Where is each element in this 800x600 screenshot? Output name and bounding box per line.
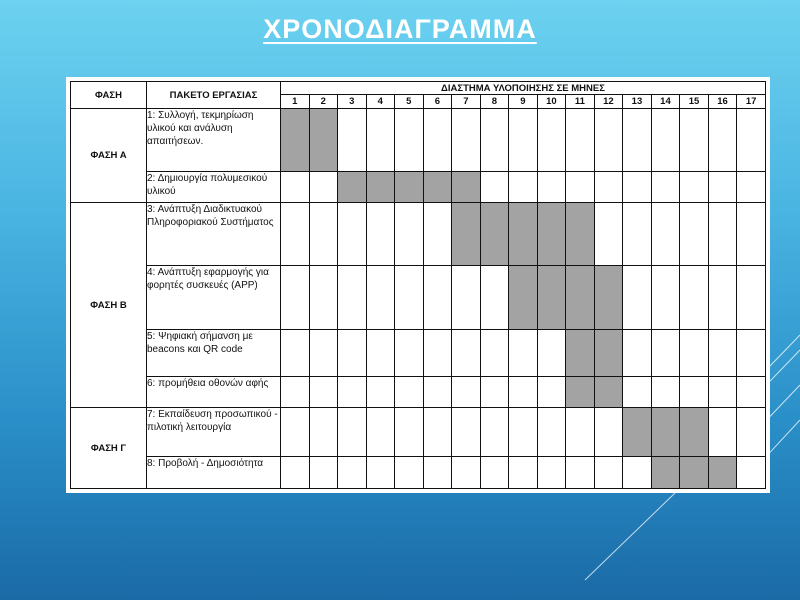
gantt-empty-cell xyxy=(452,408,481,457)
gantt-bar-cell xyxy=(594,376,623,408)
table-row xyxy=(71,408,766,457)
gantt-empty-cell xyxy=(281,376,310,408)
gantt-empty-cell xyxy=(309,172,338,203)
gantt-empty-cell xyxy=(480,172,509,203)
gantt-empty-cell xyxy=(452,376,481,408)
month-9: 9 xyxy=(509,95,538,109)
gantt-empty-cell xyxy=(537,172,566,203)
gantt-empty-cell xyxy=(651,329,680,376)
gantt-empty-cell xyxy=(338,109,367,172)
gantt-empty-cell xyxy=(395,329,424,376)
gantt-empty-cell xyxy=(423,329,452,376)
gantt-empty-cell xyxy=(566,457,595,489)
gantt-empty-cell xyxy=(395,109,424,172)
gantt-empty-cell xyxy=(509,109,538,172)
gantt-empty-cell xyxy=(594,172,623,203)
gantt-empty-cell xyxy=(509,376,538,408)
gantt-empty-cell xyxy=(680,172,709,203)
month-3: 3 xyxy=(338,95,367,109)
gantt-bar-cell xyxy=(566,266,595,329)
gantt-empty-cell xyxy=(509,408,538,457)
month-14: 14 xyxy=(651,95,680,109)
gantt-empty-cell xyxy=(423,457,452,489)
gantt-empty-cell xyxy=(566,109,595,172)
month-13: 13 xyxy=(623,95,652,109)
gantt-empty-cell xyxy=(594,109,623,172)
gantt-empty-cell xyxy=(623,202,652,265)
month-2: 2 xyxy=(309,95,338,109)
slide-title: ΧΡΟΝΟΔΙΑΓΡΑΜΜΑ xyxy=(263,14,537,44)
gantt-empty-cell xyxy=(423,202,452,265)
gantt-bar-cell xyxy=(395,172,424,203)
work-package-label: 1: Συλλογή, τεκμηρίωση υλικού και ανάλυση απαιτήσεων. xyxy=(147,109,281,172)
gantt-bar-cell xyxy=(566,202,595,265)
gantt-empty-cell xyxy=(537,408,566,457)
table-row xyxy=(71,172,766,203)
gantt-empty-cell xyxy=(708,266,737,329)
gantt-empty-cell xyxy=(480,376,509,408)
work-package-label: 7: Εκπαίδευση προσωπικού - πιλοτική λειτουργία xyxy=(147,408,281,457)
gantt-empty-cell xyxy=(395,457,424,489)
gantt-empty-cell xyxy=(537,457,566,489)
work-package-label: 6: προμήθεια οθονών αφής xyxy=(147,376,281,408)
table-row xyxy=(71,329,766,376)
gantt-bar-cell xyxy=(623,408,652,457)
gantt-empty-cell xyxy=(480,109,509,172)
work-package-label: 8: Προβολή - Δημοσιότητα xyxy=(147,457,281,489)
header-package: ΠΑΚΕΤΟ ΕΡΓΑΣΙΑΣ xyxy=(147,82,281,109)
table-row xyxy=(71,202,766,265)
gantt-empty-cell xyxy=(708,408,737,457)
gantt-empty-cell xyxy=(623,376,652,408)
gantt-empty-cell xyxy=(708,329,737,376)
gantt-empty-cell xyxy=(737,376,766,408)
month-8: 8 xyxy=(480,95,509,109)
gantt-empty-cell xyxy=(423,266,452,329)
gantt-bar-cell xyxy=(452,172,481,203)
gantt-empty-cell xyxy=(281,202,310,265)
gantt-empty-cell xyxy=(737,457,766,489)
gantt-empty-cell xyxy=(651,376,680,408)
gantt-table xyxy=(70,81,766,489)
gantt-empty-cell xyxy=(680,376,709,408)
gantt-empty-cell xyxy=(594,408,623,457)
gantt-bar-cell xyxy=(452,202,481,265)
header-phase: ΦΑΣΗ xyxy=(71,82,147,109)
month-10: 10 xyxy=(537,95,566,109)
gantt-empty-cell xyxy=(281,266,310,329)
gantt-panel xyxy=(66,77,770,493)
gantt-empty-cell xyxy=(480,408,509,457)
month-7: 7 xyxy=(452,95,481,109)
month-1: 1 xyxy=(281,95,310,109)
gantt-empty-cell xyxy=(594,202,623,265)
gantt-empty-cell xyxy=(452,109,481,172)
gantt-bar-cell xyxy=(566,376,595,408)
month-6: 6 xyxy=(423,95,452,109)
gantt-empty-cell xyxy=(680,202,709,265)
gantt-bar-cell xyxy=(509,202,538,265)
gantt-empty-cell xyxy=(623,109,652,172)
gantt-empty-cell xyxy=(480,329,509,376)
gantt-empty-cell xyxy=(281,457,310,489)
gantt-empty-cell xyxy=(737,266,766,329)
gantt-empty-cell xyxy=(708,376,737,408)
gantt-empty-cell xyxy=(623,329,652,376)
work-package-label: 2: Δημιουργία πολυμεσικού υλικού xyxy=(147,172,281,203)
gantt-empty-cell xyxy=(395,266,424,329)
gantt-empty-cell xyxy=(737,329,766,376)
gantt-empty-cell xyxy=(309,266,338,329)
gantt-bar-cell xyxy=(680,408,709,457)
gantt-bar-cell xyxy=(651,457,680,489)
gantt-empty-cell xyxy=(737,109,766,172)
gantt-empty-cell xyxy=(708,202,737,265)
gantt-empty-cell xyxy=(651,172,680,203)
header-span: ΔΙΑΣΤΗΜΑ ΥΛΟΠΟΙΗΣΗΣ ΣΕ ΜΗΝΕΣ xyxy=(281,82,766,95)
gantt-bar-cell xyxy=(651,408,680,457)
gantt-empty-cell xyxy=(480,266,509,329)
gantt-empty-cell xyxy=(651,202,680,265)
gantt-empty-cell xyxy=(395,202,424,265)
work-package-label: 5: Ψηφιακή σήμανση με beacons και QR code xyxy=(147,329,281,376)
table-row xyxy=(71,376,766,408)
gantt-empty-cell xyxy=(452,266,481,329)
gantt-bar-cell xyxy=(509,266,538,329)
gantt-empty-cell xyxy=(680,329,709,376)
gantt-empty-cell xyxy=(338,202,367,265)
gantt-empty-cell xyxy=(366,202,395,265)
gantt-empty-cell xyxy=(309,329,338,376)
gantt-empty-cell xyxy=(423,408,452,457)
gantt-empty-cell xyxy=(623,172,652,203)
month-4: 4 xyxy=(366,95,395,109)
phase-label: ΦΑΣΗ Β xyxy=(71,202,147,407)
gantt-empty-cell xyxy=(338,376,367,408)
gantt-empty-cell xyxy=(309,457,338,489)
gantt-bar-cell xyxy=(594,329,623,376)
gantt-empty-cell xyxy=(366,266,395,329)
gantt-empty-cell xyxy=(395,408,424,457)
gantt-empty-cell xyxy=(281,329,310,376)
gantt-bar-cell xyxy=(537,266,566,329)
gantt-empty-cell xyxy=(566,172,595,203)
gantt-bar-cell xyxy=(309,109,338,172)
table-row xyxy=(71,266,766,329)
gantt-empty-cell xyxy=(452,457,481,489)
gantt-empty-cell xyxy=(708,172,737,203)
gantt-bar-cell xyxy=(708,457,737,489)
gantt-empty-cell xyxy=(366,329,395,376)
month-11: 11 xyxy=(566,95,595,109)
gantt-empty-cell xyxy=(509,457,538,489)
gantt-empty-cell xyxy=(680,266,709,329)
gantt-empty-cell xyxy=(480,457,509,489)
gantt-empty-cell xyxy=(366,376,395,408)
work-package-label: 4: Ανάπτυξη εφαρμογής για φορητές συσκευές (APP) xyxy=(147,266,281,329)
gantt-empty-cell xyxy=(395,376,424,408)
gantt-body xyxy=(71,109,766,489)
gantt-empty-cell xyxy=(737,408,766,457)
gantt-bar-cell xyxy=(338,172,367,203)
gantt-empty-cell xyxy=(309,408,338,457)
gantt-empty-cell xyxy=(366,457,395,489)
gantt-empty-cell xyxy=(680,109,709,172)
gantt-empty-cell xyxy=(651,266,680,329)
gantt-empty-cell xyxy=(509,329,538,376)
gantt-empty-cell xyxy=(338,266,367,329)
gantt-bar-cell xyxy=(366,172,395,203)
gantt-bar-cell xyxy=(480,202,509,265)
gantt-empty-cell xyxy=(338,408,367,457)
gantt-empty-cell xyxy=(366,109,395,172)
gantt-empty-cell xyxy=(623,457,652,489)
gantt-empty-cell xyxy=(281,172,310,203)
gantt-bar-cell xyxy=(566,329,595,376)
gantt-bar-cell xyxy=(423,172,452,203)
gantt-empty-cell xyxy=(423,376,452,408)
gantt-bar-cell xyxy=(281,109,310,172)
work-package-label: 3: Ανάπτυξη Διαδικτυακού Πληροφοριακού Συστήματος xyxy=(147,202,281,265)
gantt-bar-cell xyxy=(537,202,566,265)
gantt-empty-cell xyxy=(509,172,538,203)
gantt-empty-cell xyxy=(338,457,367,489)
gantt-bar-cell xyxy=(680,457,709,489)
gantt-empty-cell xyxy=(566,408,595,457)
gantt-bar-cell xyxy=(594,266,623,329)
gantt-empty-cell xyxy=(452,329,481,376)
month-5: 5 xyxy=(395,95,424,109)
gantt-empty-cell xyxy=(651,109,680,172)
gantt-empty-cell xyxy=(281,408,310,457)
gantt-empty-cell xyxy=(309,376,338,408)
gantt-empty-cell xyxy=(309,202,338,265)
gantt-empty-cell xyxy=(737,172,766,203)
gantt-empty-cell xyxy=(338,329,367,376)
gantt-empty-cell xyxy=(737,202,766,265)
gantt-empty-cell xyxy=(537,109,566,172)
table-row xyxy=(71,457,766,489)
month-17: 17 xyxy=(737,95,766,109)
gantt-empty-cell xyxy=(623,266,652,329)
gantt-empty-cell xyxy=(537,376,566,408)
gantt-empty-cell xyxy=(366,408,395,457)
phase-label: ΦΑΣΗ Γ xyxy=(71,408,147,489)
gantt-empty-cell xyxy=(537,329,566,376)
gantt-empty-cell xyxy=(594,457,623,489)
month-12: 12 xyxy=(594,95,623,109)
gantt-empty-cell xyxy=(708,109,737,172)
table-row xyxy=(71,109,766,172)
month-16: 16 xyxy=(708,95,737,109)
month-15: 15 xyxy=(680,95,709,109)
phase-label: ΦΑΣΗ Α xyxy=(71,109,147,203)
gantt-empty-cell xyxy=(423,109,452,172)
